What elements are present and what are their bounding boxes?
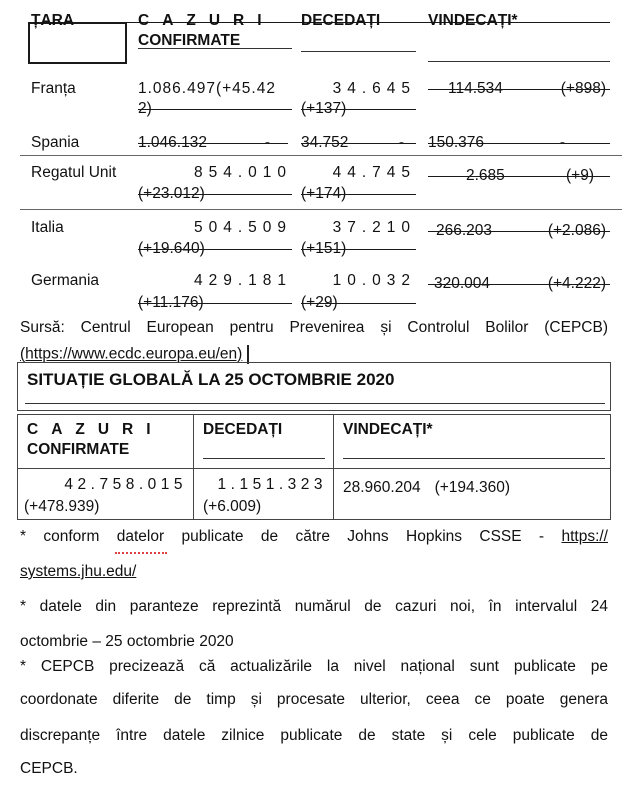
deceased-cell-line1: 37.210 <box>332 219 416 236</box>
footnote-interval-line2: octombrie – 25 octombrie 2020 <box>20 633 234 650</box>
table2-column-border <box>333 415 334 519</box>
country-name: Italia <box>31 219 64 236</box>
country-name: Germania <box>31 272 100 289</box>
global-confirmed-value: 42.758.015 <box>64 476 187 493</box>
confirmed-cell-line1: 854.010 <box>193 164 292 181</box>
recovered-cell: 150.376 - <box>428 134 610 152</box>
confirmed-cell-line2: (+11.176) <box>138 294 292 312</box>
recovered-cell: 320.004 (+4.222) <box>428 275 610 293</box>
deceased-cell-line2: (+29) <box>301 294 416 312</box>
spellcheck-underline <box>115 552 167 554</box>
row-divider <box>20 209 622 210</box>
confirmed-cell-line2: 2) <box>138 100 292 118</box>
footnote-cepcb-line1: * CEPCB precizează că actualizările la nivel național sunt publicate pe <box>20 658 608 675</box>
global-table <box>17 414 611 520</box>
country-name: Regatul Unit <box>31 164 117 181</box>
deceased-cell-line2: (+137) <box>301 100 416 118</box>
confirmed-cell-line2: (+19.640) <box>138 240 292 258</box>
footnote-interval-line1: * datele din paranteze reprezintă numărul de cazuri noi, în intervalul 24 <box>20 598 608 615</box>
jhu-link-part1[interactable]: https:// <box>561 528 608 545</box>
deceased-cell-line1: 34.645 <box>332 80 416 97</box>
confirmed-cell-line1: 1.086.497(+45.42 <box>138 80 276 97</box>
confirmed-cell: 1.046.132 - <box>138 134 288 152</box>
deceased-header-underline <box>301 51 416 52</box>
global-title-underline <box>25 403 605 404</box>
global-header-deceased: DECEDAȚI <box>203 421 283 438</box>
source-text: Sursă: Centrul European pentru Prevenirea și Controlul Bolilor (CEPCB) <box>20 319 608 336</box>
table2-row-border <box>18 468 610 469</box>
confirmed-cell-line1: 429.181 <box>193 272 292 289</box>
footnote-cepcb-line3: discrepanțe între datele zilnice publicate de state și cele publicate de <box>20 727 608 744</box>
recovered-cell: 266.203 (+2.086) <box>428 222 610 240</box>
jhu-link-part2[interactable]: systems.jhu.edu/ <box>20 563 137 580</box>
deceased-cell-line2: (+151) <box>301 240 416 258</box>
global-header-recovered: VINDECAȚI* <box>343 421 433 438</box>
global-confirmed-delta: (+478.939) <box>24 498 100 515</box>
global-header-confirmed-line2: CONFIRMATE <box>27 441 130 458</box>
ecdc-link[interactable]: (https://www.ecdc.europa.eu/en) <box>20 345 243 363</box>
footnote-cepcb-line2: coordonate diferite de timp și procesate ulterior, ceea ce poate genera <box>20 691 608 708</box>
footnote-cepcb-line4: CEPCB. <box>20 760 78 777</box>
country-name: Spania <box>31 134 80 151</box>
col-header-country: ȚARA <box>31 12 75 29</box>
confirmed-header-underline <box>138 48 292 49</box>
confirmed-cell-line2: (+23.012) <box>138 185 292 203</box>
global-deceased-value: 1.151.323 <box>217 476 327 493</box>
global-deceased-underline <box>203 458 325 459</box>
col-header-confirmed-line2: CONFIRMATE <box>138 32 241 49</box>
deceased-cell: 34.752 - <box>301 134 416 152</box>
recovered-header-underline <box>428 61 610 62</box>
footnote-jhu-line1: * conform datelor publicate de către Johns Hopkins CSSE - https:// <box>20 528 608 545</box>
col-header-recovered: VINDECAȚI* <box>428 12 518 29</box>
global-recovered-underline <box>343 458 605 459</box>
footnote-jhu-line2 <box>20 563 136 581</box>
global-recovered-cell: 28.960.204 (+194.360) <box>343 479 510 496</box>
row-divider <box>20 155 622 156</box>
deceased-cell-line2: (+174) <box>301 185 416 203</box>
col-header-confirmed-line1: CAZURI <box>138 12 275 29</box>
table2-column-border <box>193 415 194 519</box>
col-header-deceased: DECEDAȚI <box>301 12 381 29</box>
deceased-cell-line1: 44.745 <box>332 164 416 181</box>
confirmed-cell-line1: 504.509 <box>193 219 292 236</box>
country-name: Franța <box>31 80 76 97</box>
global-title: SITUAȚIE GLOBALĂ LA 25 OCTOMBRIE 2020 <box>27 370 395 389</box>
global-deceased-delta: (+6.009) <box>203 498 262 515</box>
global-header-confirmed-line1: CAZURI <box>27 421 164 438</box>
deceased-cell-line1: 10.032 <box>332 272 416 289</box>
recovered-cell: 2.685 (+9) <box>428 167 610 185</box>
recovered-cell: 114.534 (+898) <box>428 80 610 98</box>
